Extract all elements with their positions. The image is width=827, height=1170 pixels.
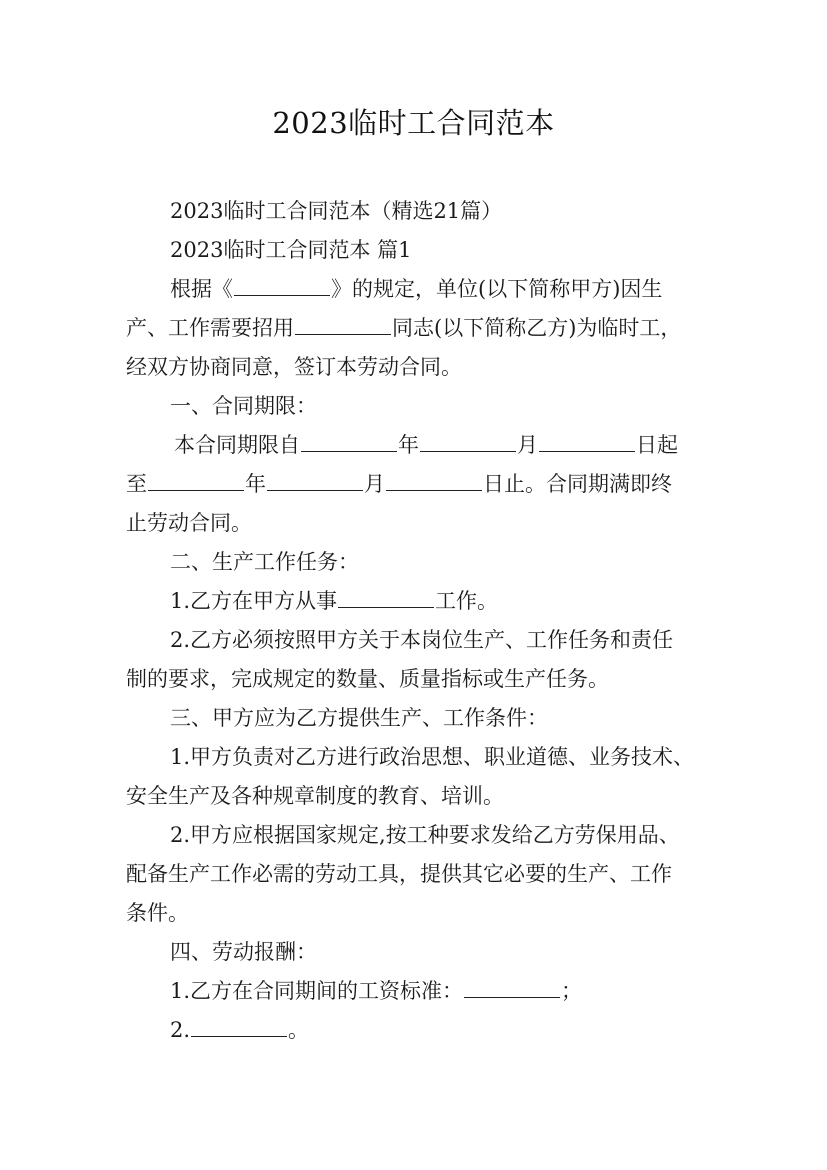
text-segment: 年 xyxy=(245,472,266,496)
subtitle-text: 2023临时工合同范本（精选21篇） xyxy=(170,199,503,223)
text-segment: 。 xyxy=(288,1018,310,1042)
section-heading xyxy=(0,236,827,264)
text-segment: 经双方协商同意，签订本劳动合同。 xyxy=(126,355,462,379)
text-segment: 2.乙方必须按照甲方关于本岗位生产、工作任务和责任 xyxy=(170,628,674,652)
fill-blank[interactable] xyxy=(338,587,434,608)
fill-blank[interactable] xyxy=(234,275,330,296)
fill-blank[interactable] xyxy=(420,431,516,452)
subtitle xyxy=(0,197,827,225)
text-segment: 1.乙方在合同期间的工资标准： xyxy=(170,979,464,1003)
clause-heading-text: 四、劳动报酬： xyxy=(170,940,317,964)
text-segment: 月 xyxy=(364,472,385,496)
clause-heading-text: 一、合同期限： xyxy=(170,394,317,418)
text-segment: ； xyxy=(561,979,583,1003)
section-heading-text: 2023临时工合同范本 篇1 xyxy=(170,238,412,262)
paragraph-line xyxy=(0,470,827,498)
clause-heading xyxy=(0,704,827,732)
text-segment: 日起 xyxy=(636,433,678,457)
paragraph-line xyxy=(0,899,827,927)
text-segment: 工作。 xyxy=(435,589,499,613)
text-segment: 1.乙方在甲方从事 xyxy=(170,589,338,613)
clause-heading xyxy=(0,392,827,420)
fill-blank[interactable] xyxy=(386,470,482,491)
text-segment: 2.甲方应根据国家规定,按工种要求发给乙方劳保用品、 xyxy=(170,823,680,847)
text-segment: 1.甲方负责对乙方进行政治思想、职业道德、业务技术、 xyxy=(170,745,695,769)
text-segment: 产、工作需要招用 xyxy=(126,316,294,340)
paragraph-line xyxy=(0,626,827,654)
text-segment: 日止。合同期满即终 xyxy=(483,472,672,496)
fill-blank[interactable] xyxy=(148,470,244,491)
fill-blank[interactable] xyxy=(295,314,391,335)
clause-heading-text: 三、甲方应为乙方提供生产、工作条件： xyxy=(170,706,548,730)
paragraph-line xyxy=(0,977,827,1005)
text-segment: 月 xyxy=(517,433,538,457)
paragraph-line xyxy=(0,665,827,693)
fill-blank[interactable] xyxy=(267,470,363,491)
fill-blank[interactable] xyxy=(539,431,635,452)
paragraph-line xyxy=(0,743,827,771)
text-segment: 安全生产及各种规章制度的教育、培训。 xyxy=(126,784,504,808)
text-segment: 同志(以下简称乙方)为临时工， xyxy=(392,316,682,340)
text-segment: 》的规定，单位(以下简称甲方)因生 xyxy=(331,277,663,301)
paragraph-line xyxy=(0,353,827,381)
fill-blank[interactable] xyxy=(191,1016,287,1037)
text-segment: 条件。 xyxy=(126,901,189,925)
paragraph-line xyxy=(0,860,827,888)
text-segment: 本合同期限自 xyxy=(174,433,300,457)
clause-heading-text: 二、生产工作任务： xyxy=(170,550,359,574)
paragraph-line xyxy=(0,587,827,615)
fill-blank[interactable] xyxy=(301,431,397,452)
text-segment: 2. xyxy=(170,1018,191,1042)
paragraph-line xyxy=(0,431,827,459)
text-segment: 配备生产工作必需的劳动工具，提供其它必要的生产、工作 xyxy=(126,862,672,886)
text-segment: 止劳动合同。 xyxy=(126,511,252,535)
text-segment: 至 xyxy=(126,472,147,496)
paragraph-line xyxy=(0,314,827,342)
paragraph-line xyxy=(0,782,827,810)
paragraph-line xyxy=(0,1016,827,1044)
text-segment: 年 xyxy=(398,433,419,457)
document-title: 2023临时工合同范本 xyxy=(272,106,555,140)
fill-blank[interactable] xyxy=(464,977,560,998)
paragraph-line xyxy=(0,509,827,537)
text-segment: 制的要求，完成规定的数量、质量指标或生产任务。 xyxy=(126,667,609,691)
paragraph-line xyxy=(0,821,827,849)
text-segment: 根据《 xyxy=(170,277,233,301)
clause-heading xyxy=(0,548,827,576)
clause-heading xyxy=(0,938,827,966)
paragraph-line xyxy=(0,275,827,303)
